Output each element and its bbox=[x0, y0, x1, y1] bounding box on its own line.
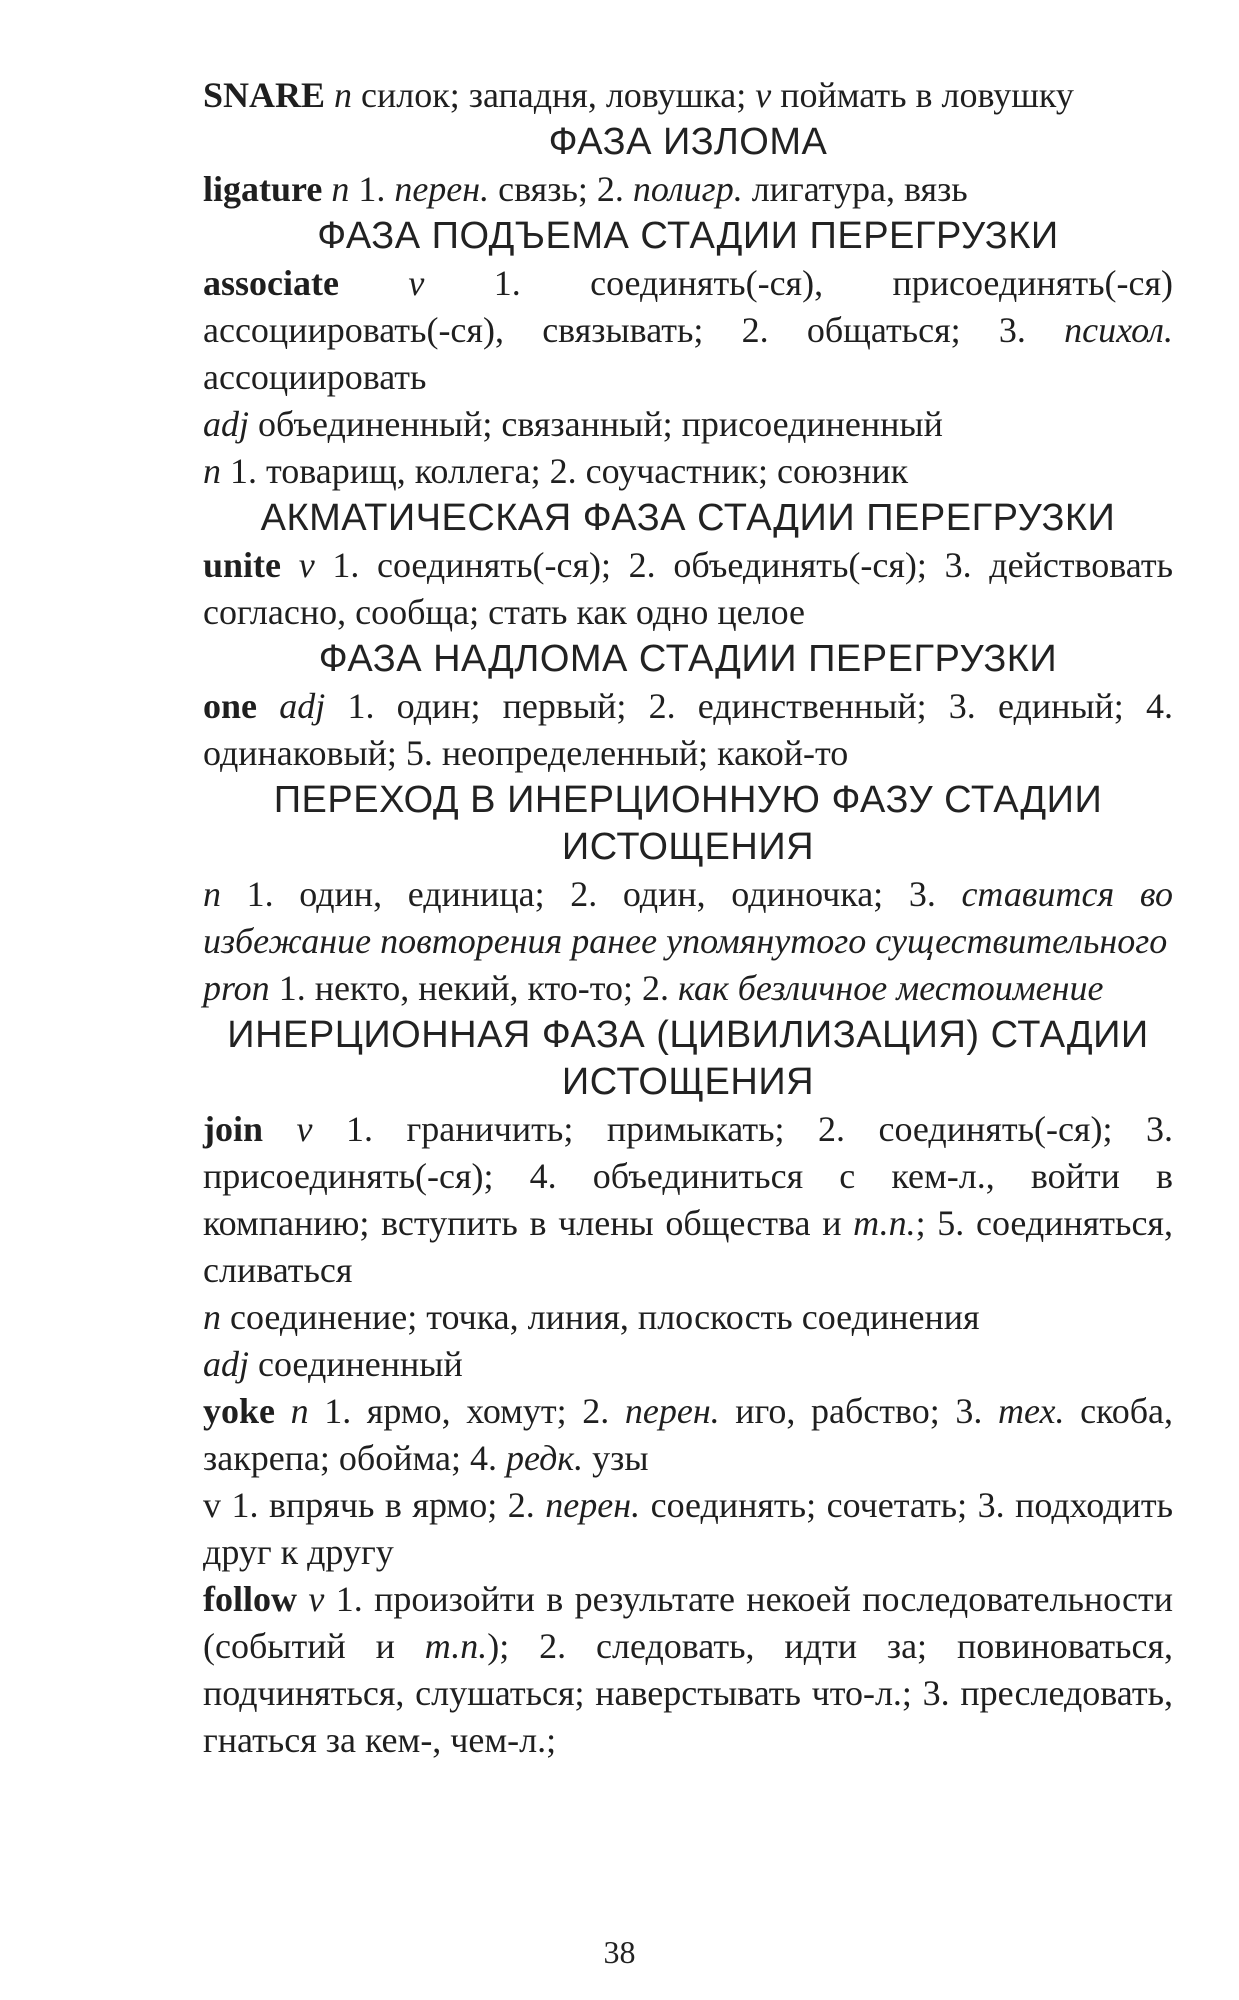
part-of-speech: n bbox=[334, 75, 353, 115]
entry-join bbox=[203, 1106, 1173, 1294]
part-of-speech: v bbox=[298, 545, 315, 585]
entry-associate bbox=[203, 260, 1173, 401]
entry-associate-adj bbox=[203, 401, 1173, 448]
usage-note: ставится во избежание повторения ранее упомянутого существительного bbox=[203, 874, 1173, 961]
headword: associate bbox=[203, 263, 339, 303]
part-of-speech: adj bbox=[203, 404, 250, 444]
definition-text: связь; 2. bbox=[489, 169, 633, 209]
definition-text: объединенный; связанный; присоединенный bbox=[249, 404, 943, 444]
usage-label: психол. bbox=[1064, 310, 1173, 350]
abbreviation: т.п. bbox=[853, 1203, 916, 1243]
definition-text: ); 2. следовать, идти за; повиноваться, подчиняться, слушаться; наверстывать что-л.; 3. преследовать, гнаться за кем-, чем-л.; bbox=[203, 1626, 1174, 1760]
definition-text: 1. ярмо, хомут; 2. bbox=[308, 1391, 625, 1431]
part-of-speech: pron bbox=[203, 968, 270, 1008]
headword: follow bbox=[203, 1579, 297, 1619]
dictionary-page bbox=[203, 72, 1173, 1764]
entry-yoke-v bbox=[203, 1482, 1173, 1576]
entry-ligature bbox=[203, 166, 1173, 213]
definition-text: 1. некто, некий, кто-то; 2. bbox=[269, 968, 678, 1008]
part-of-speech: v bbox=[296, 1109, 313, 1149]
entry-one bbox=[203, 683, 1173, 777]
definition-text: силок; западня, ловушка; bbox=[352, 75, 756, 115]
definition-text: соединять; сочетать; 3. подходить друг к другу bbox=[203, 1485, 1173, 1572]
headword: SNARE bbox=[203, 75, 326, 115]
part-of-speech: n bbox=[290, 1391, 309, 1431]
usage-note: как безличное местоимение bbox=[678, 968, 1104, 1008]
page-number: 38 bbox=[603, 1934, 636, 1970]
definition-text: узы bbox=[583, 1438, 649, 1478]
section-heading: ПЕРЕХОД В ИНЕРЦИОННУЮ ФАЗУ СТАДИИ ИСТОЩЕНИЯ bbox=[273, 779, 1103, 868]
definition-text: лигатура, вязь bbox=[742, 169, 968, 209]
headword: ligature bbox=[203, 169, 323, 209]
section-heading: ИНЕРЦИОННАЯ ФАЗА (ЦИВИЛИЗАЦИЯ) СТАДИИ ИСТОЩЕНИЯ bbox=[227, 1014, 1149, 1103]
section-heading: ФАЗА НАДЛОМА СТАДИИ ПЕРЕГРУЗКИ bbox=[318, 638, 1058, 680]
definition-text: 1. граничить; примыкать; 2. соединять(-ся); 3. присоединять(-ся); 4. объединиться с кем-л., войти в компанию; вступить в члены общества и bbox=[203, 1109, 1173, 1243]
section-heading: ФАЗА ПОДЪЕМА СТАДИИ ПЕРЕГРУЗКИ bbox=[317, 215, 1059, 257]
definition-text: 1. bbox=[349, 169, 395, 209]
definition-text: 1. один; первый; 2. единственный; 3. единый; 4. одинаковый; 5. неопределенный; какой-то bbox=[203, 686, 1174, 773]
entry-join-adj bbox=[203, 1341, 1173, 1388]
entry-one-pron bbox=[203, 965, 1173, 1012]
abbreviation: т.п. bbox=[424, 1626, 488, 1666]
usage-label: редк. bbox=[506, 1438, 584, 1478]
entry-join-n bbox=[203, 1294, 1173, 1341]
definition-text: 1. соединять(-ся), присоединять(-ся) ассоциировать(-ся), связывать; 2. общаться; 3. bbox=[203, 263, 1173, 350]
definition-text: ; 5. соединяться, сливаться bbox=[203, 1203, 1173, 1290]
definition-text: скоба, закрепа; обойма; 4. bbox=[203, 1391, 1174, 1478]
section-heading: АКМАТИЧЕСКАЯ ФАЗА СТАДИИ ПЕРЕГРУЗКИ bbox=[260, 497, 1116, 539]
part-of-speech: adj bbox=[203, 1344, 250, 1384]
headword: unite bbox=[203, 545, 282, 585]
part-of-speech: v bbox=[408, 263, 425, 303]
part-of-speech: v bbox=[308, 1579, 325, 1619]
usage-label: полигр. bbox=[632, 169, 743, 209]
usage-label: перен. bbox=[394, 169, 490, 209]
definition-text: соединенный bbox=[249, 1344, 463, 1384]
usage-label: перен. bbox=[624, 1391, 720, 1431]
entry-unite bbox=[203, 542, 1173, 636]
definition-text: иго, рабство; 3. bbox=[719, 1391, 998, 1431]
headword: yoke bbox=[203, 1391, 275, 1431]
definition-text: 1. впрячь в ярмо; 2. bbox=[221, 1485, 546, 1525]
definition-text: соединение; точка, линия, плоскость соединения bbox=[221, 1297, 980, 1337]
part-of-speech: n bbox=[203, 1297, 221, 1337]
part-of-speech: adj bbox=[279, 686, 326, 726]
part-of-speech: n bbox=[203, 451, 221, 491]
part-of-speech: n bbox=[331, 169, 350, 209]
definition-text: ассоциировать bbox=[203, 357, 427, 397]
definition-text: поймать в ловушку bbox=[771, 75, 1074, 115]
entry-snare bbox=[203, 72, 1173, 119]
headword: join bbox=[203, 1109, 264, 1149]
section-heading: ФАЗА ИЗЛОМА bbox=[548, 121, 828, 163]
definition-text: 1. произойти в результате некоей последовательности (событий и bbox=[203, 1579, 1174, 1666]
definition-text: 1. один, единица; 2. один, одиночка; 3. bbox=[221, 874, 962, 914]
entry-one-n bbox=[203, 871, 1173, 965]
entry-associate-n bbox=[203, 448, 1173, 495]
usage-label: перен. bbox=[545, 1485, 641, 1525]
definition-text: 1. товарищ, коллега; 2. соучастник; союзник bbox=[221, 451, 909, 491]
entry-yoke bbox=[203, 1388, 1173, 1482]
part-of-speech: n bbox=[203, 874, 221, 914]
part-of-speech: v bbox=[755, 75, 772, 115]
entry-follow bbox=[203, 1576, 1173, 1764]
usage-label: тех. bbox=[997, 1391, 1065, 1431]
headword: one bbox=[203, 686, 257, 726]
part-of-speech: v bbox=[203, 1485, 221, 1525]
definition-text: 1. соединять(-ся); 2. объединять(-ся); 3. действовать согласно, сообща; стать как одно целое bbox=[203, 545, 1174, 632]
